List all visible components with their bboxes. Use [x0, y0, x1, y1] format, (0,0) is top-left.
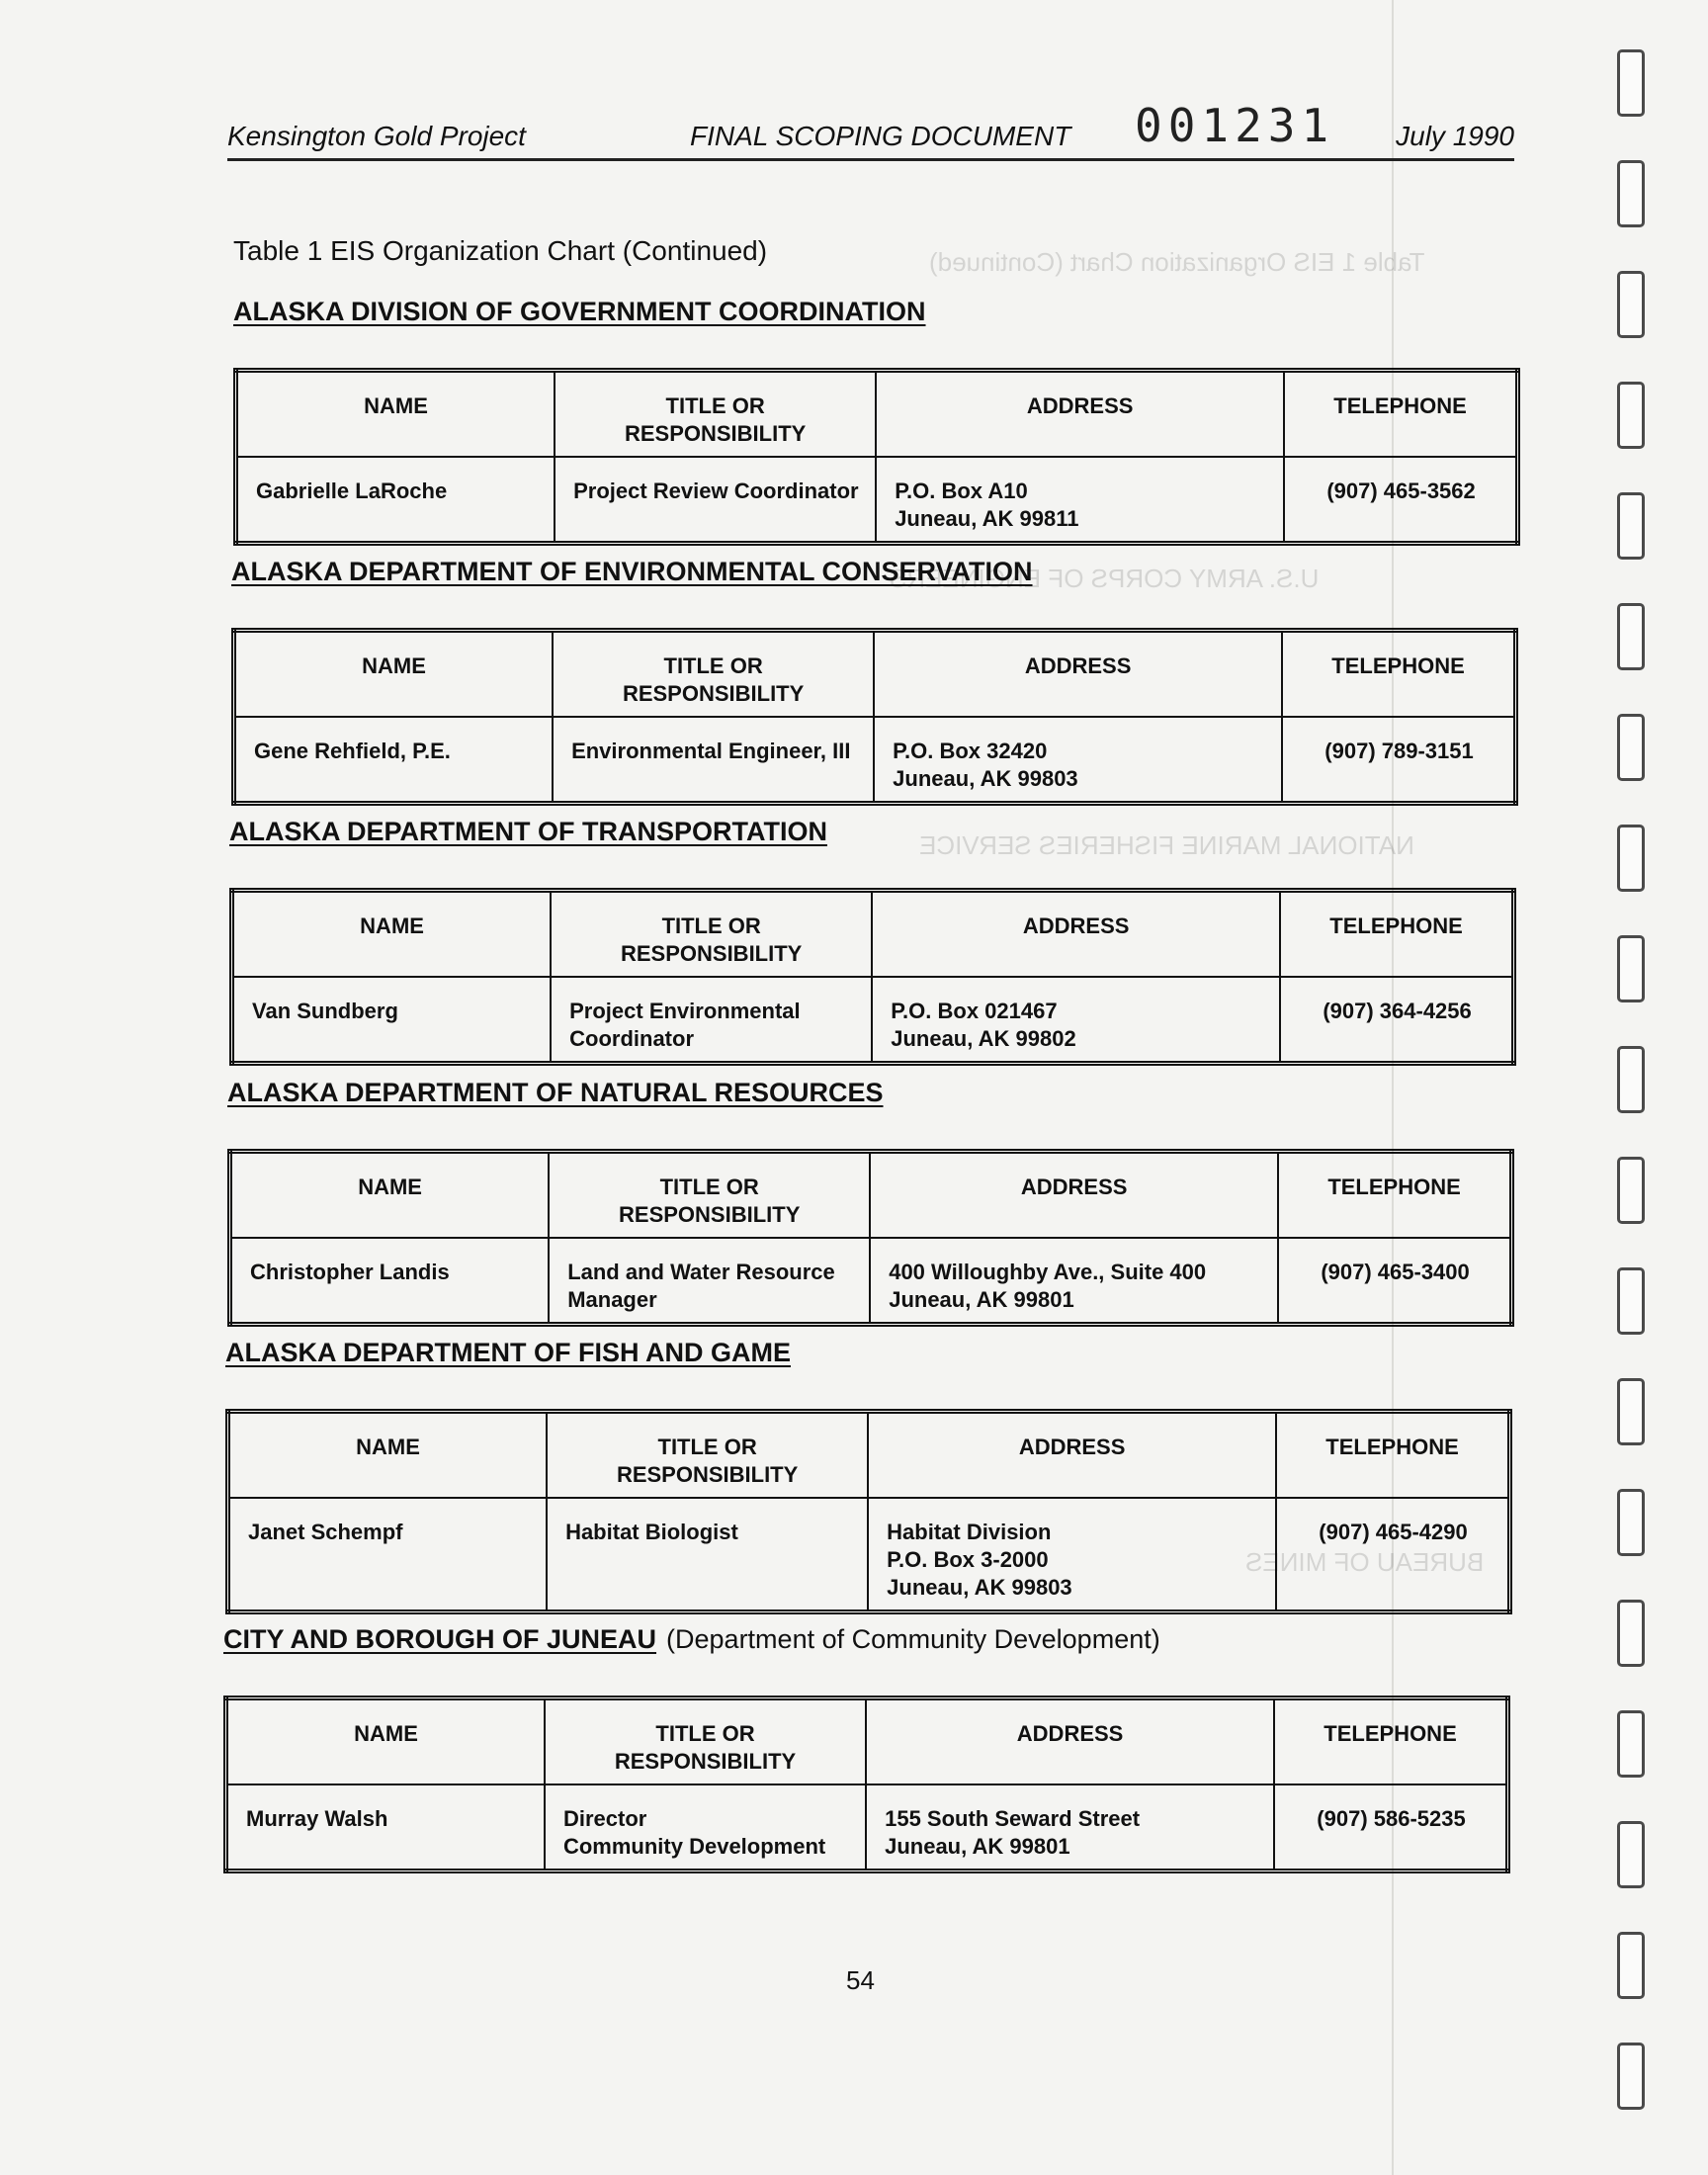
binder-ring [1617, 382, 1645, 449]
column-header-telephone [1276, 1412, 1509, 1499]
cell-title [551, 977, 872, 1064]
cell-telephone-text: (907) 465-3562 [1326, 478, 1476, 503]
cell-title [555, 457, 876, 544]
cell-address [866, 1784, 1274, 1871]
cell-name [228, 1498, 548, 1612]
column-header-text: RESPONSIBILITY [616, 1462, 799, 1487]
cell-address-text: 400 Willoughby Ave., Suite 400 [889, 1260, 1207, 1284]
binder-ring [1617, 714, 1645, 781]
column-header-name [228, 1412, 548, 1499]
binder-ring [1617, 1821, 1645, 1888]
cell-title-text: Coordinator [569, 1026, 695, 1051]
cell-title [547, 1498, 868, 1612]
cell-telephone-text: (907) 465-4290 [1319, 1520, 1468, 1544]
column-header-address [866, 1698, 1274, 1785]
cell-telephone-text: (907) 364-4256 [1323, 999, 1472, 1023]
table-header-row [232, 891, 1514, 978]
table-row [234, 717, 1516, 804]
column-header-text: NAME [354, 1721, 418, 1746]
binder-ring [1617, 1710, 1645, 1778]
cell-address [872, 977, 1280, 1064]
cell-address [874, 717, 1282, 804]
cell-address [868, 1498, 1276, 1612]
cell-address [870, 1238, 1278, 1325]
binder-ring [1617, 2043, 1645, 2110]
column-header-address [872, 891, 1280, 978]
column-header-address [870, 1152, 1278, 1239]
column-header-text: TELEPHONE [1324, 1721, 1457, 1746]
cell-telephone-text: (907) 465-3400 [1321, 1260, 1470, 1284]
column-header-text: NAME [362, 653, 426, 678]
binder-ring [1617, 492, 1645, 560]
cell-telephone [1274, 1784, 1507, 1871]
column-header-name [230, 1152, 550, 1239]
column-header-name [232, 891, 552, 978]
cell-name-text: Janet Schempf [248, 1520, 403, 1544]
cell-address-text: Habitat Division [887, 1520, 1052, 1544]
table-row [232, 977, 1514, 1064]
column-header-telephone [1278, 1152, 1511, 1239]
column-header-text: TITLE OR [661, 914, 761, 938]
table-header-row [234, 631, 1516, 718]
table-title: Table 1 EIS Organization Chart (Continued) [233, 235, 768, 266]
binder-ring [1617, 1157, 1645, 1224]
table-header-row [230, 1152, 1512, 1239]
column-header-text: TELEPHONE [1329, 914, 1463, 938]
binder-ring [1617, 603, 1645, 670]
cell-address-text: Juneau, AK 99801 [885, 1834, 1070, 1859]
cell-title-text: Manager [567, 1287, 657, 1312]
column-header-telephone [1284, 371, 1517, 458]
contact-table [229, 888, 1516, 1066]
bleed-through-text: Table 1 EIS Organization Chart (Continued) [929, 247, 1425, 277]
column-header-address [868, 1412, 1276, 1499]
cell-name-text: Christopher Landis [250, 1260, 450, 1284]
column-header-text: ADDRESS [1020, 1174, 1128, 1199]
table-row [230, 1238, 1512, 1325]
cell-address-text: P.O. Box A10 [895, 478, 1028, 503]
column-header-title [555, 371, 876, 458]
table-header-row [236, 371, 1518, 458]
bleed-through-text: BUREAU OF MINES [1245, 1547, 1485, 1577]
section-heading-suffix: (Department of Community Development) [666, 1624, 1160, 1654]
column-header-name [226, 1698, 545, 1785]
cell-telephone-text: (907) 789-3151 [1324, 739, 1474, 763]
column-header-text: ADDRESS [1026, 393, 1134, 418]
document-stamp-number: 001231 [1135, 99, 1335, 152]
cell-name-text: Gabrielle LaRoche [256, 478, 448, 503]
table-row [236, 457, 1518, 544]
column-header-text: RESPONSIBILITY [614, 1749, 797, 1774]
header-date: July 1990 [1396, 121, 1514, 151]
column-header-address [876, 371, 1284, 458]
binder-ring [1617, 825, 1645, 892]
section-heading [229, 817, 827, 847]
column-header-text: TELEPHONE [1333, 393, 1467, 418]
column-header-text: ADDRESS [1018, 1435, 1126, 1459]
column-header-text: TITLE OR [665, 393, 765, 418]
table-header-row [228, 1412, 1510, 1499]
column-header-telephone [1282, 631, 1515, 718]
column-header-text: NAME [360, 914, 424, 938]
binder-ring [1617, 1378, 1645, 1445]
column-header-text: TELEPHONE [1327, 1174, 1461, 1199]
column-header-title [549, 1152, 870, 1239]
binder-ring [1617, 1267, 1645, 1335]
table-row [226, 1784, 1508, 1871]
cell-title [553, 717, 874, 804]
cell-title-text: Project Environmental [569, 999, 801, 1023]
cell-telephone [1278, 1238, 1511, 1325]
section-heading-text: ALASKA DEPARTMENT OF ENVIRONMENTAL CONSERVATION [231, 557, 1033, 586]
section-heading [231, 557, 1033, 587]
cell-telephone [1284, 457, 1517, 544]
binder-ring [1617, 1046, 1645, 1113]
binder-ring [1617, 49, 1645, 117]
binder-ring [1617, 160, 1645, 227]
column-header-text: TITLE OR [659, 1174, 759, 1199]
column-header-text: NAME [358, 1174, 422, 1199]
column-header-title [551, 891, 872, 978]
column-header-text: ADDRESS [1016, 1721, 1124, 1746]
cell-title [545, 1784, 866, 1871]
cell-title-text: Environmental Engineer, III [571, 739, 851, 763]
column-header-text: ADDRESS [1024, 653, 1132, 678]
cell-name [230, 1238, 550, 1325]
contact-table [225, 1409, 1512, 1614]
column-header-text: NAME [356, 1435, 420, 1459]
cell-name [234, 717, 554, 804]
section-heading-text: ALASKA DEPARTMENT OF NATURAL RESOURCES [227, 1078, 884, 1107]
contact-table [231, 628, 1518, 806]
page-number: 54 [846, 1965, 875, 1995]
bleed-through-text: U.S. ARMY CORPS OF ENGINEERS [890, 564, 1320, 593]
column-header-name [236, 371, 555, 458]
cell-title-text: Land and Water Resource [567, 1260, 835, 1284]
cell-title-text: Community Development [562, 1834, 826, 1859]
cell-address [876, 457, 1284, 544]
cell-name [232, 977, 552, 1064]
cell-address-text: Juneau, AK 99803 [893, 766, 1078, 791]
column-header-title [545, 1698, 866, 1785]
section-heading [223, 1624, 1160, 1655]
cell-title [549, 1238, 870, 1325]
binder-rings [1617, 49, 1647, 2126]
contact-table [227, 1149, 1514, 1327]
column-header-text: ADDRESS [1022, 914, 1130, 938]
header-document-title: FINAL SCOPING DOCUMENT [690, 121, 1071, 151]
cell-name [236, 457, 555, 544]
cell-telephone-text: (907) 586-5235 [1317, 1806, 1466, 1831]
section-heading [227, 1078, 884, 1108]
binder-ring [1617, 1600, 1645, 1667]
cell-address-text: 155 South Seward Street [885, 1806, 1141, 1831]
section-heading-text: ALASKA DIVISION OF GOVERNMENT COORDINATION [233, 297, 926, 326]
cell-title-text: Habitat Biologist [565, 1520, 738, 1544]
cell-telephone [1280, 977, 1513, 1064]
section-heading-text: ALASKA DEPARTMENT OF FISH AND GAME [225, 1338, 791, 1367]
binder-ring [1617, 1489, 1645, 1556]
cell-title-text: Project Review Coordinator [573, 478, 859, 503]
cell-address-text: P.O. Box 021467 [891, 999, 1058, 1023]
cell-telephone [1276, 1498, 1509, 1612]
column-header-address [874, 631, 1282, 718]
column-header-telephone [1274, 1698, 1507, 1785]
cell-title-text: Director [562, 1806, 647, 1831]
column-header-text: RESPONSIBILITY [624, 421, 807, 446]
column-header-text: RESPONSIBILITY [622, 681, 805, 706]
cell-name-text: Van Sundberg [252, 999, 398, 1023]
section-heading-text: CITY AND BOROUGH OF JUNEAU [223, 1624, 657, 1654]
section-heading [225, 1338, 791, 1368]
binder-ring [1617, 271, 1645, 338]
column-header-name [234, 631, 554, 718]
header-project: Kensington Gold Project [227, 121, 526, 151]
contact-table [233, 368, 1520, 546]
section-heading [233, 297, 926, 327]
column-header-telephone [1280, 891, 1513, 978]
cell-address-text: P.O. Box 3-2000 [887, 1547, 1049, 1572]
contact-table [223, 1696, 1510, 1873]
column-header-text: TELEPHONE [1331, 653, 1465, 678]
cell-address-text: Juneau, AK 99811 [895, 506, 1079, 531]
column-header-text: TITLE OR [655, 1721, 755, 1746]
cell-address-text: Juneau, AK 99802 [891, 1026, 1076, 1051]
column-header-text: TELEPHONE [1325, 1435, 1459, 1459]
column-header-text: TITLE OR [657, 1435, 757, 1459]
cell-name-text: Gene Rehfield, P.E. [254, 739, 451, 763]
cell-name [226, 1784, 545, 1871]
section-heading-text: ALASKA DEPARTMENT OF TRANSPORTATION [229, 817, 827, 846]
cell-name-text: Murray Walsh [246, 1806, 388, 1831]
binder-ring [1617, 935, 1645, 1002]
bleed-through-text: NATIONAL MARINE FISHERIES SERVICE [919, 830, 1414, 860]
cell-address-text: Juneau, AK 99803 [887, 1575, 1072, 1600]
table-row [228, 1498, 1510, 1612]
cell-telephone [1282, 717, 1515, 804]
column-header-text: TITLE OR [663, 653, 763, 678]
column-header-title [553, 631, 874, 718]
binder-ring [1617, 1932, 1645, 1999]
column-header-text: RESPONSIBILITY [619, 1202, 801, 1227]
column-header-text: NAME [364, 393, 428, 418]
cell-address-text: P.O. Box 32420 [893, 739, 1048, 763]
column-header-title [547, 1412, 868, 1499]
table-header-row [226, 1698, 1508, 1785]
cell-address-text: Juneau, AK 99801 [889, 1287, 1074, 1312]
column-header-text: RESPONSIBILITY [620, 941, 803, 966]
